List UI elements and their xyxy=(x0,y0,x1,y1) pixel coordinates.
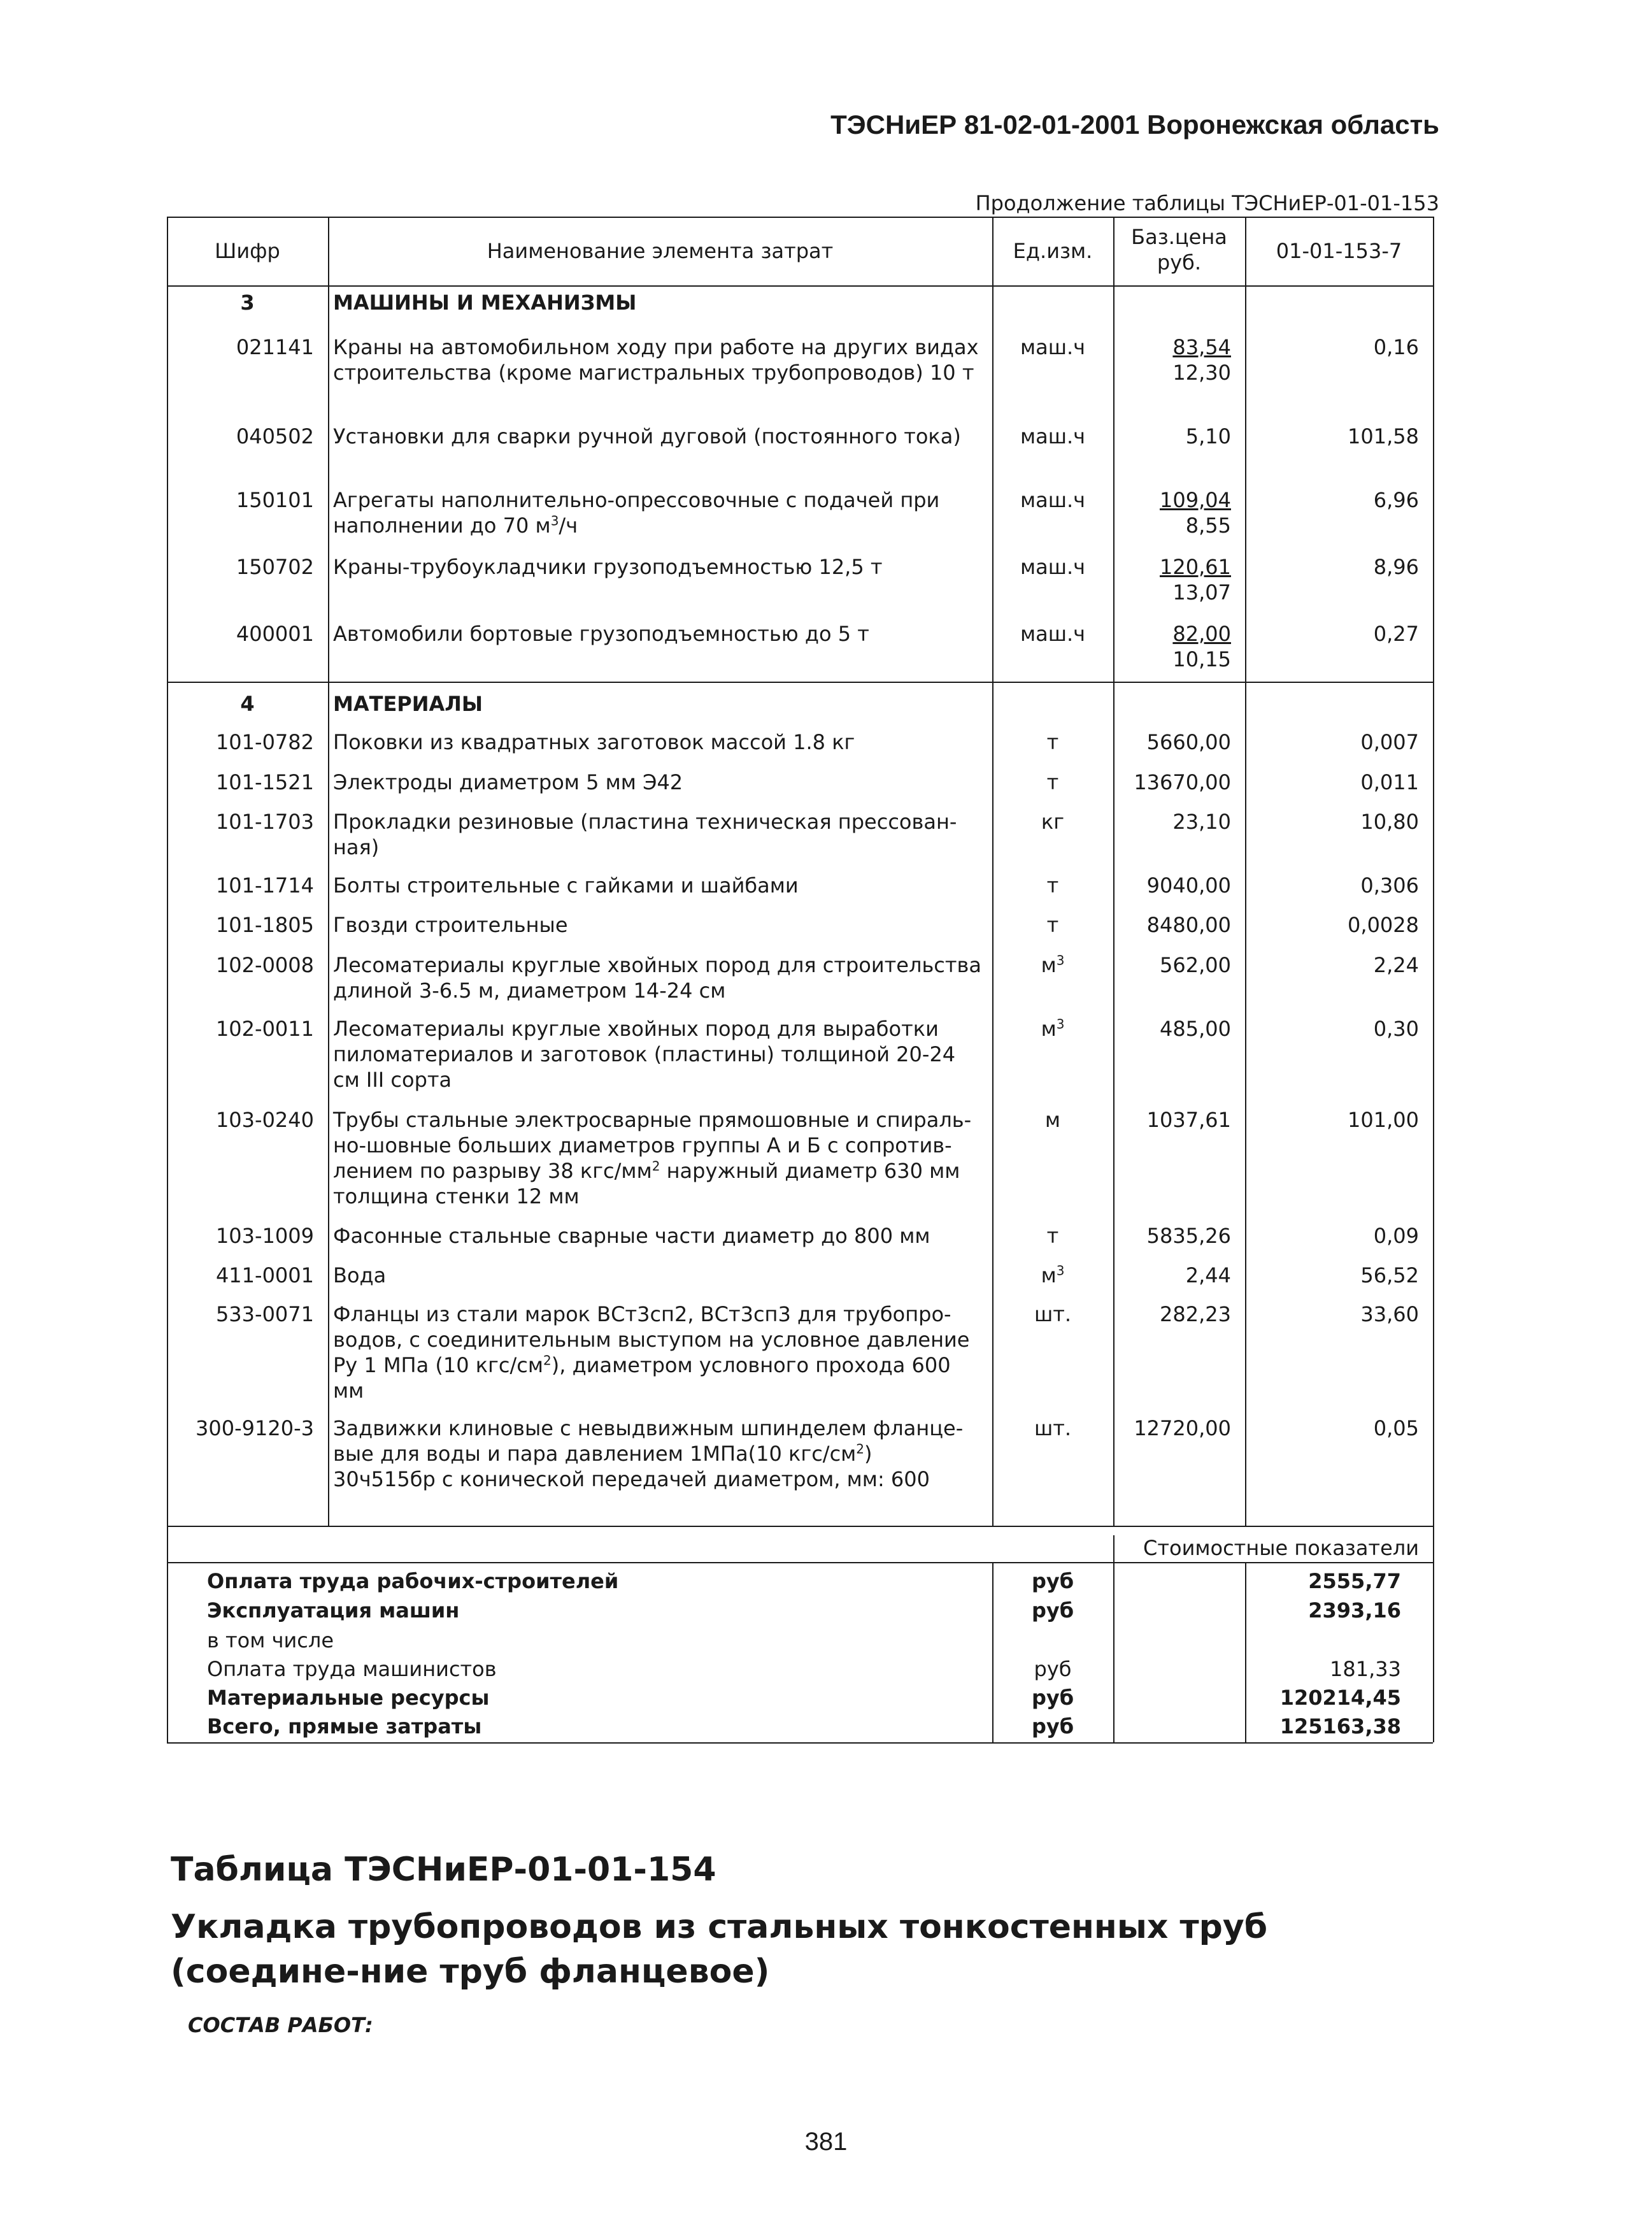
row-code: 103-1009 xyxy=(215,1224,314,1248)
row-unit: кг xyxy=(1041,810,1065,834)
row-unit: т xyxy=(1046,770,1059,794)
row-name: Фланцы из стали марок ВСт3сп2, ВСт3сп3 для трубопро- водов, с соединительным выступом на условное давление Ру 1 МПа (10 кгс/$см^2$), диаметром условного прохода 600 мм xyxy=(333,1302,970,1403)
row-code: 101-1714 xyxy=(215,873,314,898)
row-code: 150101 xyxy=(236,488,314,512)
row-unit: $м^3$ xyxy=(1041,952,1065,977)
row-unit: т xyxy=(1046,1224,1059,1248)
row-norm: 0,27 xyxy=(1373,622,1419,646)
row-norm: 2,24 xyxy=(1373,953,1419,977)
row-norm: 8,96 xyxy=(1373,555,1419,579)
col-divider-2 xyxy=(992,217,993,1526)
row-unit: шт. xyxy=(1034,1302,1072,1326)
row-norm: 0,16 xyxy=(1373,335,1419,359)
section-divider xyxy=(167,682,1433,683)
row-price: 12720,00 xyxy=(1134,1416,1231,1440)
cost-unit: руб xyxy=(1034,1657,1072,1681)
row-code: 102-0011 xyxy=(215,1017,314,1041)
row-norm: 101,58 xyxy=(1348,424,1419,448)
page-number: 381 xyxy=(804,2128,848,2156)
row-norm: 0,007 xyxy=(1360,730,1419,754)
table-right-border xyxy=(1433,217,1434,1742)
col-divider-1 xyxy=(328,217,329,1526)
row-unit: маш.ч xyxy=(1020,488,1086,512)
column-header-code: Шифр xyxy=(215,239,280,263)
row-unit: т xyxy=(1046,730,1059,754)
column-header-name: Наименование элемента затрат xyxy=(487,239,834,263)
row-name: Агрегаты наполнительно-опрессовочные с подачей при наполнении до 70 $м^3/ч$ xyxy=(333,488,940,538)
row-price: 83,54 xyxy=(1172,335,1231,359)
column-header-price: Баз.цена xyxy=(1131,225,1227,249)
col-divider-4 xyxy=(1245,217,1246,1526)
row-name: Поковки из квадратных заготовок массой 1.8 кг xyxy=(333,730,855,754)
row-price: 1037,61 xyxy=(1146,1108,1231,1132)
row-name: Вода xyxy=(333,1263,387,1287)
row-name: Лесоматериалы круглые хвойных пород для выработки пиломатериалов и заготовок (пластины) толщиной 20-24 см III сорта xyxy=(333,1017,956,1092)
row-name: Задвижки клиновые с невыдвижным шпинделем фланце- вые для воды и пара давлением 1МПа(10 кгс/$см^2$) 30ч515бр с конической передачей диаметром, мм: 600 xyxy=(333,1416,964,1491)
row-code: 101-1805 xyxy=(215,913,314,937)
row-price-machinist: 13,07 xyxy=(1172,580,1231,605)
cost-unit: руб xyxy=(1031,1569,1074,1593)
row-name: Электроды диаметром 5 мм Э42 xyxy=(333,770,683,794)
row-price: 82,00 xyxy=(1172,622,1231,646)
work-composition-label: СОСТАВ РАБОТ: xyxy=(188,2013,373,2037)
row-code: 411-0001 xyxy=(215,1263,314,1287)
column-header-norm: 01-01-153-7 xyxy=(1276,239,1402,263)
cost-label: Материальные ресурсы xyxy=(207,1686,490,1710)
row-norm: 0,09 xyxy=(1373,1224,1419,1248)
row-name: Фасонные стальные сварные части диаметр до 800 мм xyxy=(333,1224,930,1248)
row-code: 021141 xyxy=(236,335,314,359)
row-price-machinist: 8,55 xyxy=(1185,513,1231,538)
table-header-border xyxy=(167,285,1433,287)
cost-section-border xyxy=(167,1562,1433,1563)
cost-label: в том числе xyxy=(207,1628,334,1652)
table-main-bottom xyxy=(167,1526,1433,1527)
row-price-machinist: 12,30 xyxy=(1172,361,1231,385)
row-norm: 56,52 xyxy=(1360,1263,1419,1287)
section-number: 3 xyxy=(240,290,255,315)
row-code: 102-0008 xyxy=(215,953,314,977)
row-code: 150702 xyxy=(236,555,314,579)
cost-header: Стоимостные показатели xyxy=(1143,1536,1419,1560)
row-norm: 0,05 xyxy=(1373,1416,1419,1440)
next-table-title: Таблица ТЭСНиЕР-01-01-154 xyxy=(171,1851,716,1889)
section-title: МАТЕРИАЛЫ xyxy=(333,692,483,716)
row-code: 103-0240 xyxy=(215,1108,314,1132)
row-name: Болты строительные с гайками и шайбами xyxy=(333,873,799,898)
row-price: 5,10 xyxy=(1185,424,1231,448)
row-code: 533-0071 xyxy=(215,1302,314,1326)
col-divider-3 xyxy=(1113,217,1114,1526)
row-unit: м xyxy=(1044,1108,1061,1132)
cost-value: 2393,16 xyxy=(1308,1598,1401,1623)
cost-value: 120214,45 xyxy=(1279,1686,1401,1710)
row-price: 2,44 xyxy=(1185,1263,1231,1287)
row-code: 300-9120-3 xyxy=(196,1416,314,1440)
section-title: МАШИНЫ И МЕХАНИЗМЫ xyxy=(333,290,637,315)
cost-label: Всего, прямые затраты xyxy=(207,1714,482,1738)
row-unit: маш.ч xyxy=(1020,622,1086,646)
cost-label: Оплата труда рабочих-строителей xyxy=(207,1569,619,1593)
row-norm: 0,306 xyxy=(1360,873,1419,898)
row-norm: 0,011 xyxy=(1360,770,1419,794)
column-header-price-unit: руб. xyxy=(1157,250,1202,275)
row-unit: т xyxy=(1046,913,1059,937)
row-name: Краны на автомобильном ходу при работе на других видах строительства (кроме магистральных трубопроводов) 10 т xyxy=(333,335,979,385)
row-price: 120,61 xyxy=(1160,555,1231,579)
row-name: Трубы стальные электросварные прямошовные и спираль- но-шовные больших диаметров группы А и Б с сопротив- лением по разрыву 38 кгс/$мм^2$ наружный диаметр 630 мм толщина стенки 12 мм xyxy=(333,1108,972,1208)
row-code: 101-1703 xyxy=(215,810,314,834)
row-price: 5835,26 xyxy=(1146,1224,1231,1248)
row-unit: шт. xyxy=(1034,1416,1072,1440)
section-number: 4 xyxy=(240,692,255,716)
row-code: 101-0782 xyxy=(215,730,314,754)
row-unit: $м^3$ xyxy=(1041,1016,1065,1041)
document-header: ТЭСНиЕР 81-02-01-2001 Воронежская область xyxy=(830,110,1439,140)
table-top-border xyxy=(167,217,1433,218)
row-norm: 0,0028 xyxy=(1348,913,1419,937)
row-name: Автомобили бортовые грузоподъемностью до 5 т xyxy=(333,622,869,646)
row-price: 13670,00 xyxy=(1134,770,1231,794)
row-price: 9040,00 xyxy=(1146,873,1231,898)
row-unit: маш.ч xyxy=(1020,335,1086,359)
row-unit: $м^3$ xyxy=(1041,1263,1065,1287)
row-norm: 33,60 xyxy=(1360,1302,1419,1326)
row-name: Гвозди строительные xyxy=(333,913,568,937)
cost-value: 2555,77 xyxy=(1308,1569,1401,1593)
row-norm: 10,80 xyxy=(1360,810,1419,834)
continuation-note: Продолжение таблицы ТЭСНиЕР-01-01-153 xyxy=(975,191,1439,215)
cost-col-divider-2 xyxy=(1113,1535,1114,1742)
row-name: Краны-трубоукладчики грузоподъемностью 12,5 т xyxy=(333,555,883,579)
cost-unit: руб xyxy=(1031,1598,1074,1623)
row-code: 400001 xyxy=(236,622,314,646)
row-norm: 101,00 xyxy=(1348,1108,1419,1132)
cost-label: Оплата труда машинистов xyxy=(207,1657,497,1681)
row-name: Прокладки резиновые (пластина техническая прессован- ная) xyxy=(333,810,957,859)
row-name: Установки для сварки ручной дуговой (постоянного тока) xyxy=(333,424,961,448)
row-price-machinist: 10,15 xyxy=(1172,647,1231,671)
row-unit: маш.ч xyxy=(1020,424,1086,448)
row-code: 040502 xyxy=(236,424,314,448)
cost-label: Эксплуатация машин xyxy=(207,1598,460,1623)
table-bottom-border xyxy=(167,1742,1433,1744)
row-norm: 6,96 xyxy=(1373,488,1419,512)
row-price: 5660,00 xyxy=(1146,730,1231,754)
row-code: 101-1521 xyxy=(215,770,314,794)
row-price: 23,10 xyxy=(1172,810,1231,834)
row-price: 282,23 xyxy=(1160,1302,1231,1326)
cost-unit: руб xyxy=(1031,1714,1074,1738)
row-price: 485,00 xyxy=(1160,1017,1231,1041)
row-norm: 0,30 xyxy=(1373,1017,1419,1041)
row-name: Лесоматериалы круглые хвойных пород для строительства длиной 3-6.5 м, диаметром 14-24 см xyxy=(333,953,981,1003)
cost-unit: руб xyxy=(1031,1686,1074,1710)
row-price: 8480,00 xyxy=(1146,913,1231,937)
next-table-subtitle: Укладка трубопроводов из стальных тонкостенных труб (соедине-ние труб фланцевое) xyxy=(171,1908,1268,1991)
cost-value: 181,33 xyxy=(1330,1657,1401,1681)
row-price: 109,04 xyxy=(1160,488,1231,512)
cost-value: 125163,38 xyxy=(1279,1714,1401,1738)
row-price: 562,00 xyxy=(1160,953,1231,977)
row-unit: маш.ч xyxy=(1020,555,1086,579)
column-header-unit: Ед.изм. xyxy=(1013,239,1093,263)
row-unit: т xyxy=(1046,873,1059,898)
